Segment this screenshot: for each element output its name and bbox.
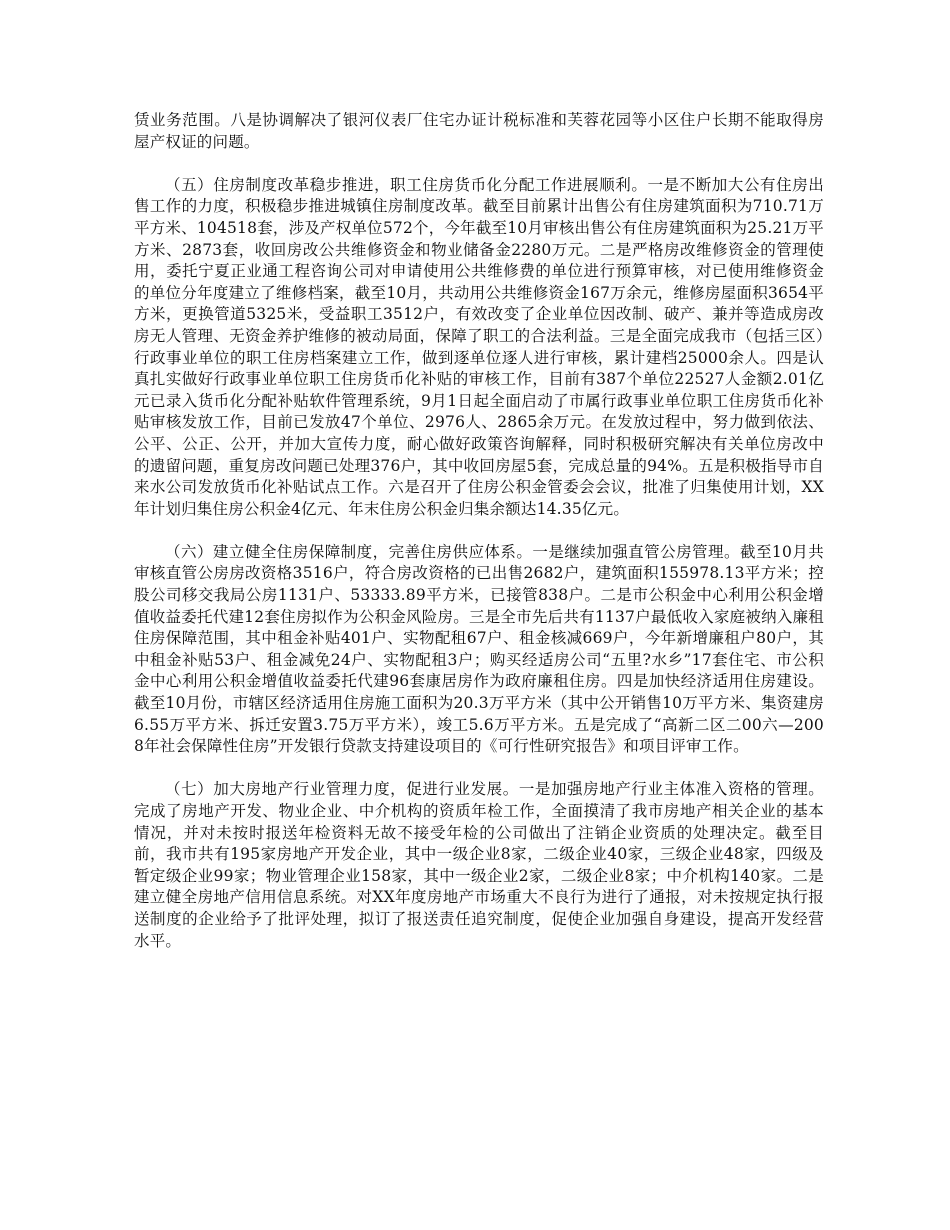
document-body: [134, 110, 824, 974]
paragraph-housing-security: （六）建立健全住房保障制度，完善住房供应体系。一是继续加强直管公房管理。截至10月共审核直管公房房改资格3516户，符合房改资格的已出售2682户，建筑面积155978.13平方米；控股公司移交我局公房1131户、53333.89平方米，已接管838户。二是市公积金中心利用公积金增值收益委托代建12套住房拟作为公积金风险房。三是全市先后共有1137户最低收入家庭被纳入廉租住房保障范围，其中租金补贴401户、实物配租67户、租金核减669户，今年新增廉租户80户，其中租金补贴53户、租金减免24户、实物配租3户；购买经适房公司“五里?水乡”17套住宅、市公积金中心利用公积金增值收益委托代建96套康居房作为政府廉租住房。四是加快经济适用住房建设。截至10月份，市辖区经济适用住房施工面积为20.3万平方米（其中公开销售10万平方米、集资建房6.55万平方米、拆迁安置3.75万平方米），竣工5.6万平方米。五是完成了“高新二区二00六—2008年社会保障性住房”开发银行贷款支持建设项目的《可行性研究报告》和项目评审工作。: [134, 542, 824, 756]
paragraph-industry-management: （七）加大房地产行业管理力度，促进行业发展。一是加强房地产行业主体准入资格的管理。完成了房地产开发、物业企业、中介机构的资质年检工作，全面摸清了我市房地产相关企业的基本情况，并对未按时报送年检资料无故不接受年检的公司做出了注销企业资质的处理决定。截至目前，我市共有195家房地产开发企业，其中一级企业8家，二级企业40家，三级企业48家，四级及暂定级企业99家；物业管理企业158家，其中一级企业2家，二级企业8家；中介机构140家。二是建立健全房地产信用信息系统。对XX年度房地产市场重大不良行为进行了通报，对未按规定执行报送制度的企业给予了批评处理，拟订了报送责任追究制度，促使企业加强自身建设，提高开发经营水平。: [134, 780, 824, 950]
paragraph-continuation: 赁业务范围。八是协调解决了银河仪表厂住宅办证计税标准和芙蓉花园等小区住户长期不能取得房屋产权证的问题。: [134, 111, 824, 151]
paragraph-housing-reform: （五）住房制度改革稳步推进，职工住房货币化分配工作进展顺利。一是不断加大公有住房出售工作的力度，积极稳步推进城镇住房制度改革。截至目前累计出售公有住房建筑面积为710.71万平方米、104518套，涉及产权单位572个，今年截至10月审核出售公有住房建筑面积为25.21万平方米、2873套，收回房改公共维修资金和物业储备金2280万元。二是严格房改维修资金的管理使用，委托宁夏正业通工程咨询公司对申请使用公共维修费的单位进行预算审核，对已使用维修资金的单位分年度建立了维修档案，截至10月，共动用公共维修资金167万余元，维修房屋面积3654平方米，更换管道5325米，受益职工3512户，有效改变了企业单位因改制、破产、兼并等造成房改房无人管理、无资金养护维修的被动局面，保障了职工的合法利益。三是全面完成我市（包括三区）行政事业单位的职工住房档案建立工作，做到逐单位逐人进行审核，累计建档25000余人。四是认真扎实做好行政事业单位职工住房货币化补贴的审核工作，目前有387个单位22527人金额2.01亿元已录入货币化分配补贴软件管理系统，9月1日起全面启动了市属行政事业单位职工住房货币化补贴审核发放工作，目前已发放47个单位、2976人、2865余万元。在发放过程中，努力做到依法、公平、公正、公开，并加大宣传力度，耐心做好政策咨询解释，同时积极研究解决有关单位房改中的遗留问题，重复房改问题已处理376户，其中收回房屋5套，完成总量的94%。五是积极指导市自来水公司发放货币化补贴试点工作。六是召开了住房公积金管委会会议，批准了归集使用计划，XX年计划归集住房公积金4亿元、年末住房公积金归集余额达14.35亿元。: [134, 175, 824, 518]
